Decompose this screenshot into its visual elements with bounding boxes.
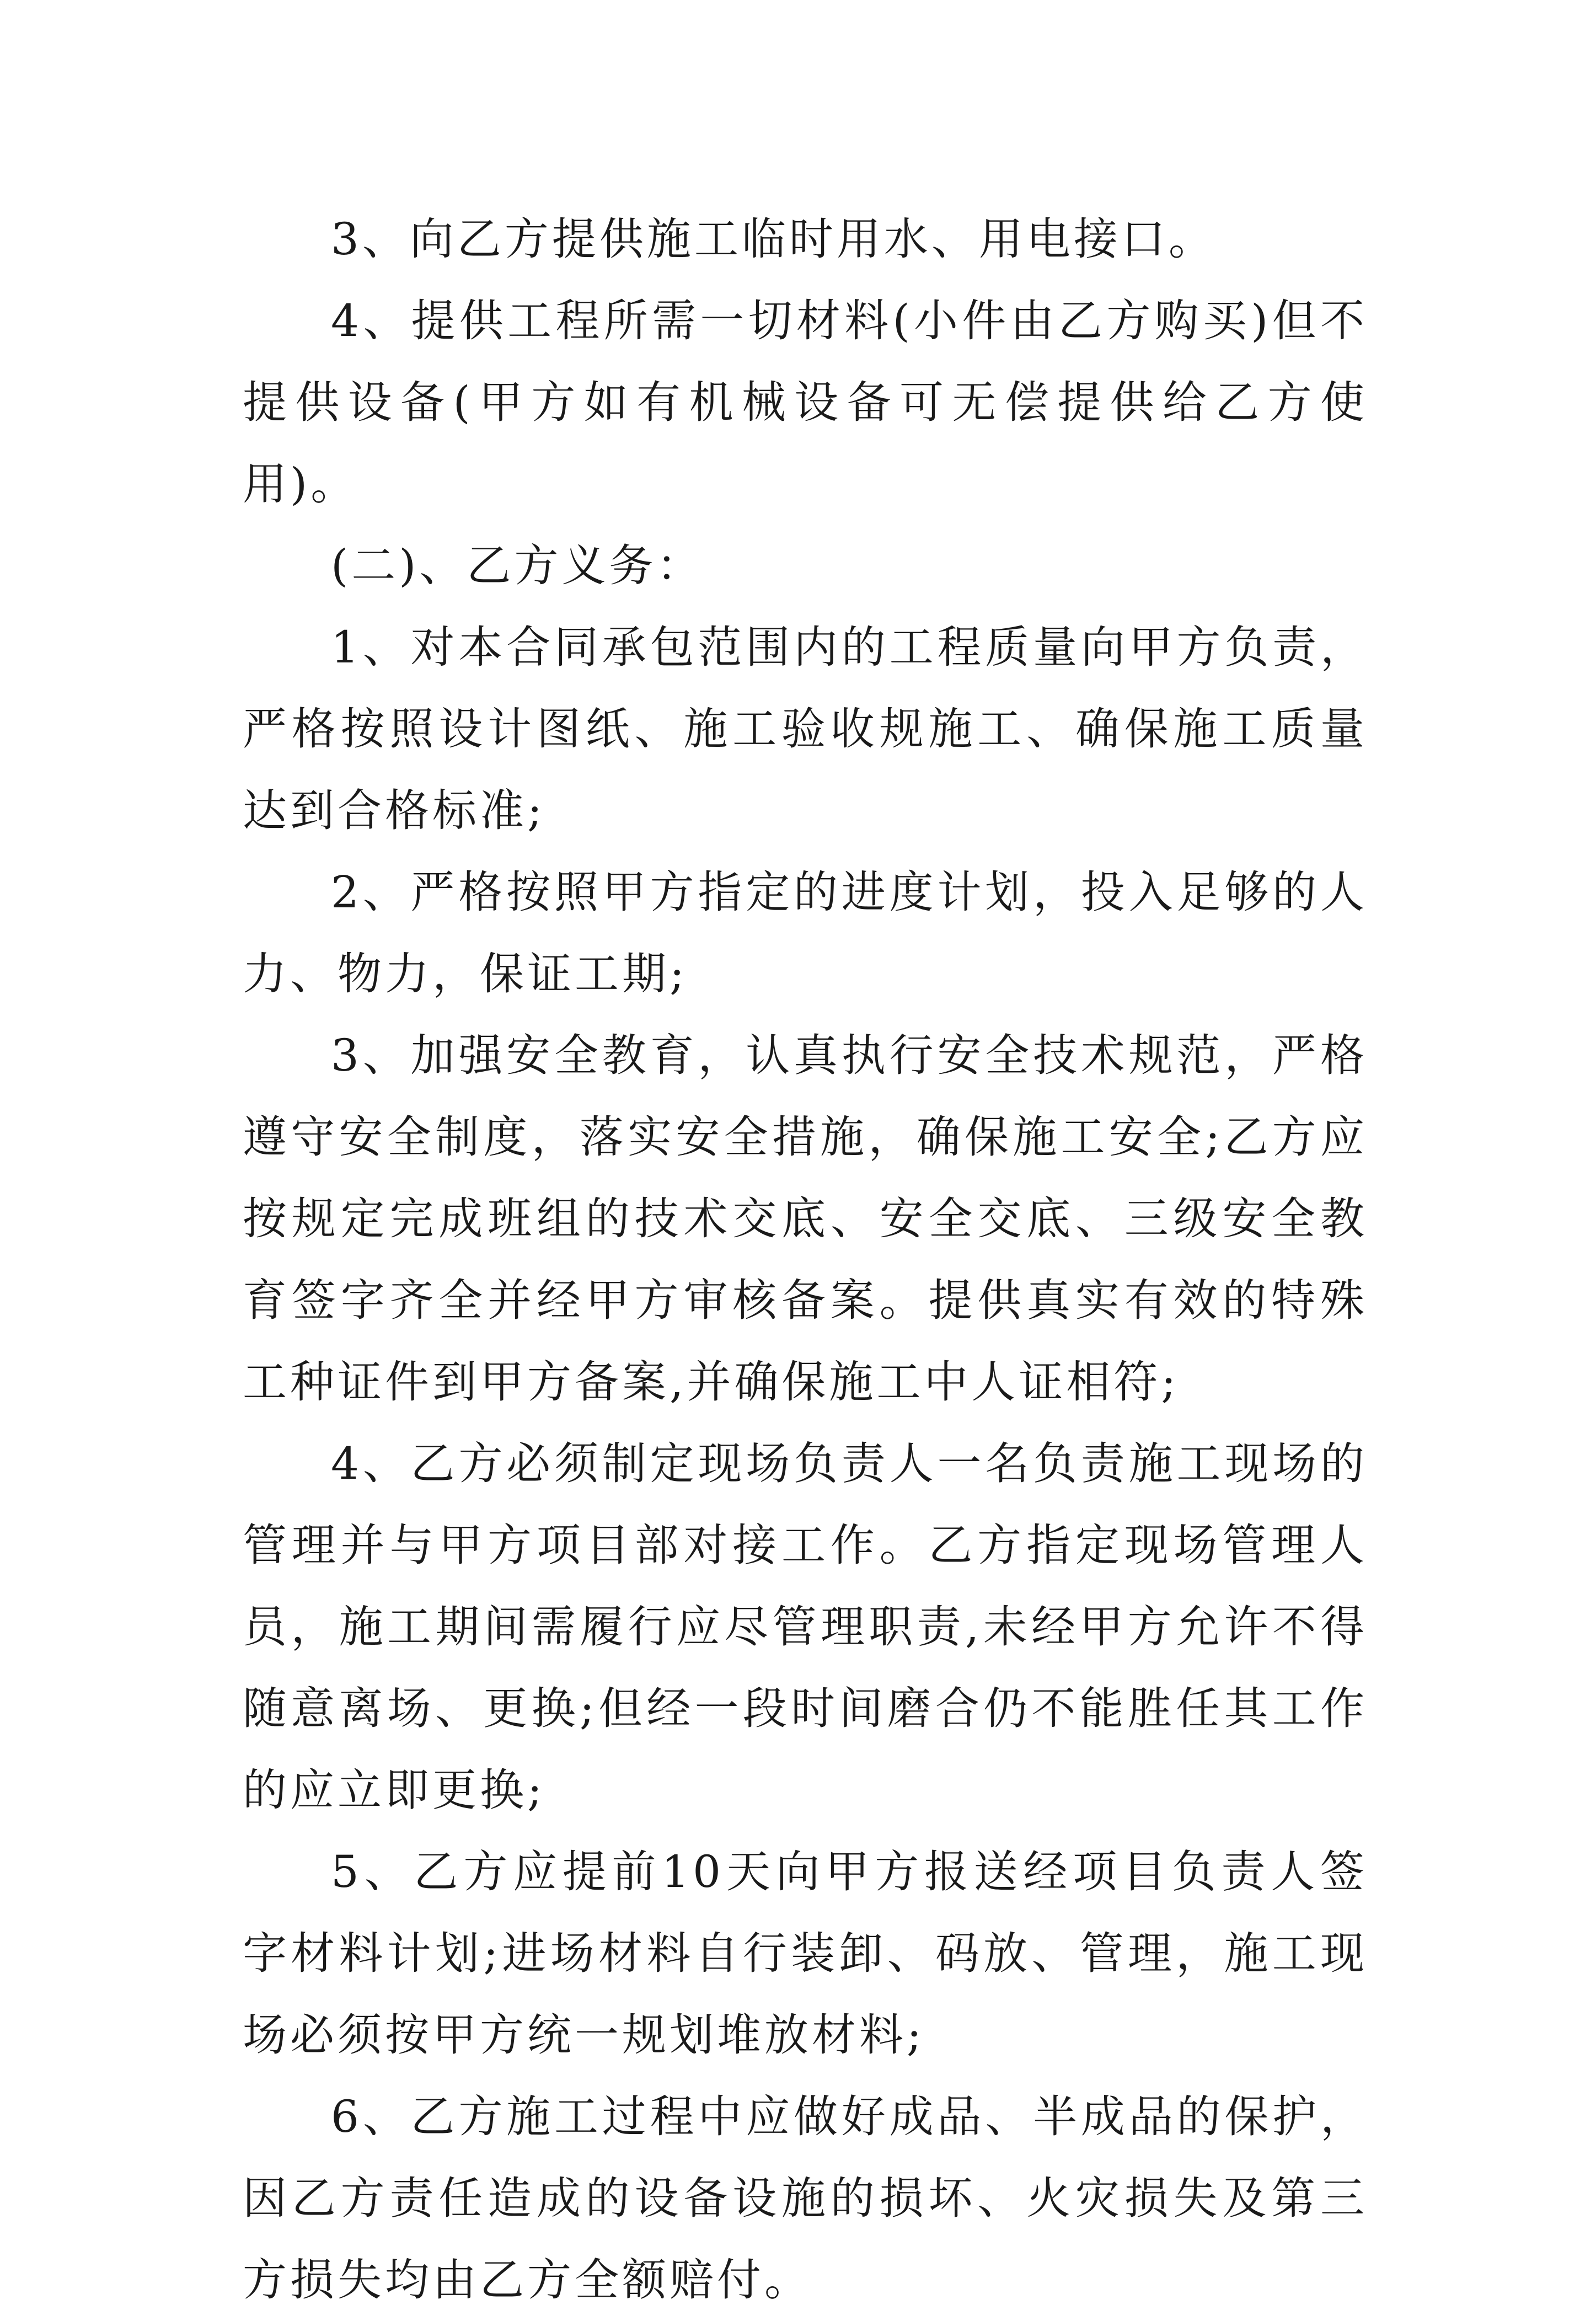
paragraph-material-plan: 5、乙方应提前10天向甲方报送经项目负责人签字材料计划;进场材料自行装卸、码放、管理，施工现场必须按甲方统一规划堆放材料; bbox=[243, 1846, 1368, 2061]
section-heading-party-b-obligations: (二)、乙方义务： bbox=[331, 540, 704, 591]
paragraph-site-manager: 4、乙方必须制定现场负责人一名负责施工现场的管理并与甲方项目部对接工作。乙方指定现场管理人员，施工期间需履行应尽管理职责,未经甲方允许不得随意离场、更换;但经一段时间磨合仍不能胜任其工作的应立即更换; bbox=[243, 1438, 1368, 1816]
paragraph-schedule: 2、严格按照甲方指定的进度计划，投入足够的人力、物力，保证工期; bbox=[243, 867, 1368, 999]
paragraph-provide-materials: 4、提供工程所需一切材料(小件由乙方购买)但不提供设备(甲方如有机械设备可无偿提供给乙方使用)。 bbox=[243, 295, 1368, 510]
paragraph-quality-responsibility: 1、对本合同承包范围内的工程质量向甲方负责，严格按照设计图纸、施工验收规施工、确保施工质量达到合格标准; bbox=[243, 622, 1368, 836]
document-body bbox=[243, 199, 1368, 2321]
paragraph-safety: 3、加强安全教育，认真执行安全技术规范，严格遵守安全制度，落实安全措施，确保施工安全;乙方应按规定完成班组的技术交底、安全交底、三级安全教育签字齐全并经甲方审核备案。提供真实有效的特殊工种证件到甲方备案,并确保施工中人证相符; bbox=[243, 1030, 1368, 1408]
paragraph-protection-liability: 6、乙方施工过程中应做好成品、半成品的保护，因乙方责任造成的设备设施的损坏、火灾损失及第三方损失均由乙方全额赔付。 bbox=[243, 2091, 1368, 2306]
paragraph-provide-water-electricity: 3、向乙方提供施工临时用水、用电接口。 bbox=[331, 213, 1216, 265]
